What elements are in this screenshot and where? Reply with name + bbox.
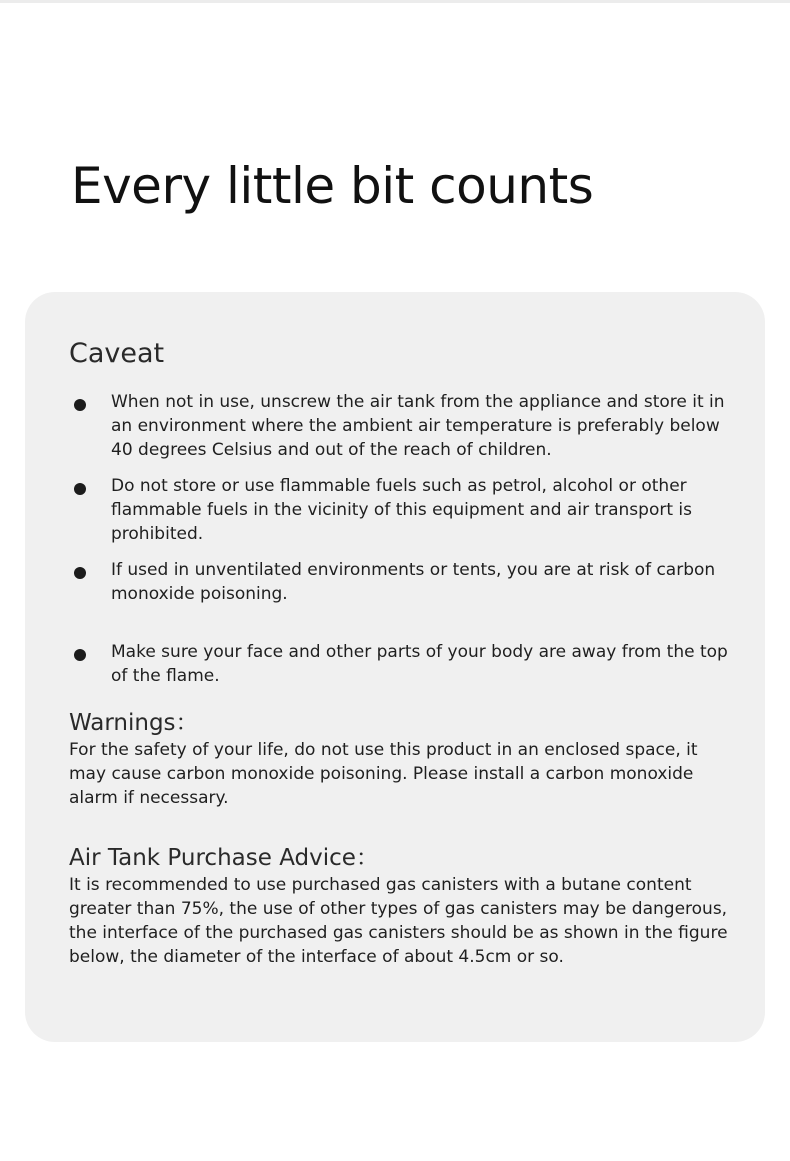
caveat-item-text: When not in use, unscrew the air tank from the appliance and store it in an environment where the ambient air temperature is preferably below 40 degrees Celsius and out of the reach of children.: [111, 392, 725, 460]
caveat-heading: Caveat: [69, 338, 165, 369]
advice-heading: Air Tank Purchase Advice：: [69, 845, 379, 871]
notice-card: [25, 292, 765, 1042]
warnings-text: For the safety of your life, do not use this product in an enclosed space, it may cause carbon monoxide poisoning. Please install a carbon monoxide alarm if necessary.: [69, 740, 698, 808]
advice-text: It is recommended to use purchased gas canisters with a butane content greater than 75%, the use of other types of gas canisters may be dangerous, the interface of the purchased gas canisters should be as shown in the figure below, the diameter of the interface of about 4.5cm or so.: [69, 875, 728, 967]
caveat-item-text: If used in unventilated environments or tents, you are at risk of carbon monoxide poisoning.: [111, 560, 716, 604]
bullet-dot-icon: [74, 483, 86, 495]
bullet-dot-icon: [74, 399, 86, 411]
bullet-dot-icon: [74, 649, 86, 661]
top-divider: [0, 0, 790, 3]
bullet-dot-icon: [74, 567, 86, 579]
page-title: Every little bit counts: [71, 157, 594, 215]
caveat-item-text: Make sure your face and other parts of your body are away from the top of the flame.: [111, 642, 728, 686]
caveat-item-text: Do not store or use flammable fuels such as petrol, alcohol or other flammable fuels in the vicinity of this equipment and air transport is prohibited.: [111, 476, 692, 544]
warnings-heading: Warnings：: [69, 710, 199, 736]
